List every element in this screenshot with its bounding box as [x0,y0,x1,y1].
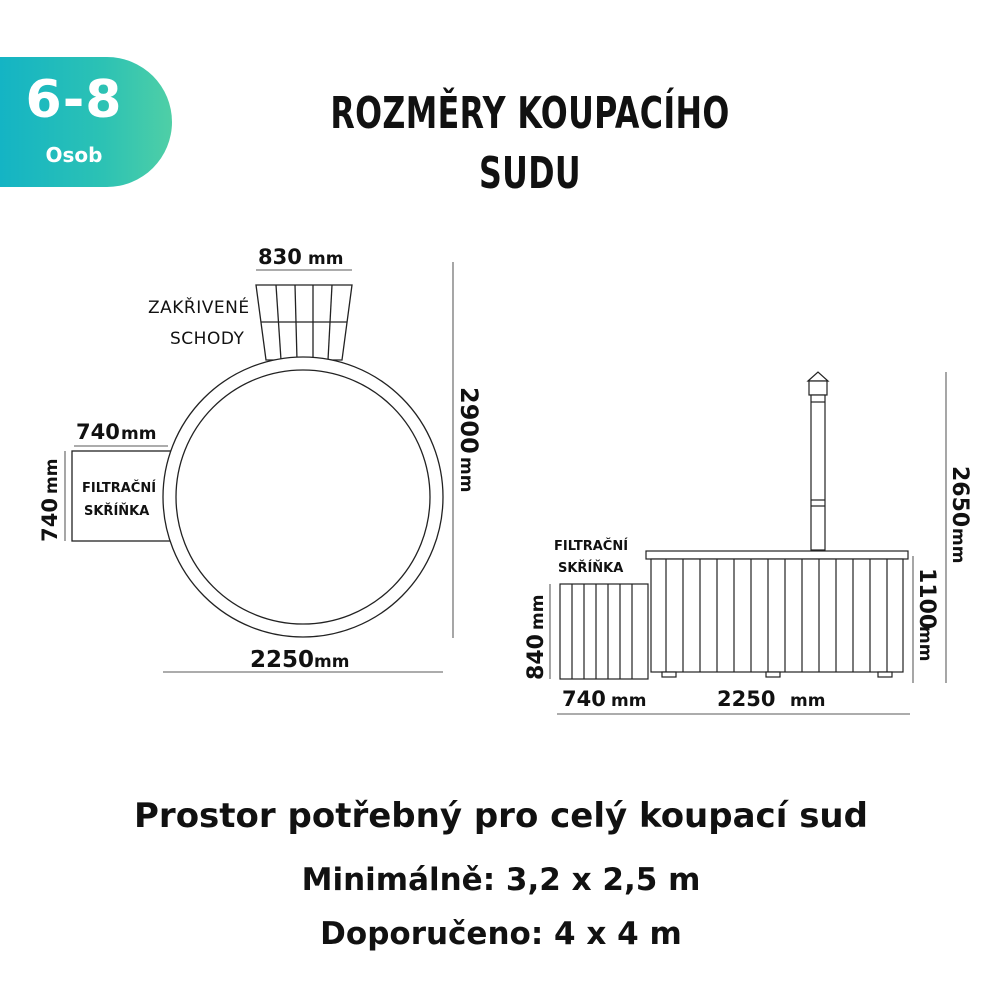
filter-label-side-line2: SKŘÍŇKA [558,561,624,576]
total-length-value: 2900 [455,387,483,454]
filter-height-unit: mm [528,594,548,630]
stairs-label-line1: ZAKŘIVENÉ [148,298,250,318]
tub-body [651,559,903,672]
curved-stairs-shape [256,285,352,360]
stairs-label-line2: SCHODY [170,329,245,349]
filter-width-unit: mm [121,424,157,444]
tub-outer-ring [163,357,443,637]
filter-label-top-line1: FILTRAČNÍ [82,481,157,496]
total-height-label [947,466,972,563]
stairs-width-unit: mm [308,249,344,269]
filter-box-side [560,584,648,679]
capacity-number: 6-8 [25,70,123,130]
stairs-width-value: 830 [258,245,302,269]
filter-width-side-value: 740 [562,687,606,711]
tub-rim [646,551,908,559]
filter-depth-unit: mm [42,458,62,494]
total-height-unit: mm [948,528,968,564]
filter-width-side-unit: mm [611,691,647,711]
tub-diameter-value: 2250 [250,647,315,673]
tub-height-label [914,568,939,661]
space-heading: Prostor potřebný pro celý koupací sud [134,796,868,836]
tub-diameter-unit: mm [314,652,350,672]
capacity-unit: Osob [45,143,103,167]
filter-label-side-line1: FILTRAČNÍ [554,539,629,554]
tub-width-side-unit: mm [790,691,826,711]
space-minimum: Minimálně: 3,2 x 2,5 m [301,862,701,898]
page-title: ROZMĚRY KOUPACÍHO SUDU [330,88,730,199]
chimney [808,372,828,550]
tub-height-value: 1100 [914,568,939,630]
tub-feet [662,672,892,677]
filter-height-value: 840 [524,634,549,680]
filter-width-value: 740 [76,420,120,444]
filter-label-top-line2: SKŘÍŇKA [84,504,150,519]
space-recommended: Doporučeno: 4 x 4 m [320,916,682,952]
tub-width-side-value: 2250 [717,687,776,711]
filter-depth-label [38,459,62,542]
top-view [65,262,453,672]
tub-height-unit: mm [915,626,935,662]
filter-height-label [524,595,549,680]
filter-box-top [72,451,178,541]
total-length-label [455,387,483,492]
total-height-value: 2650 [947,466,972,528]
filter-depth-value: 740 [38,498,62,542]
total-length-unit: mm [456,457,476,493]
